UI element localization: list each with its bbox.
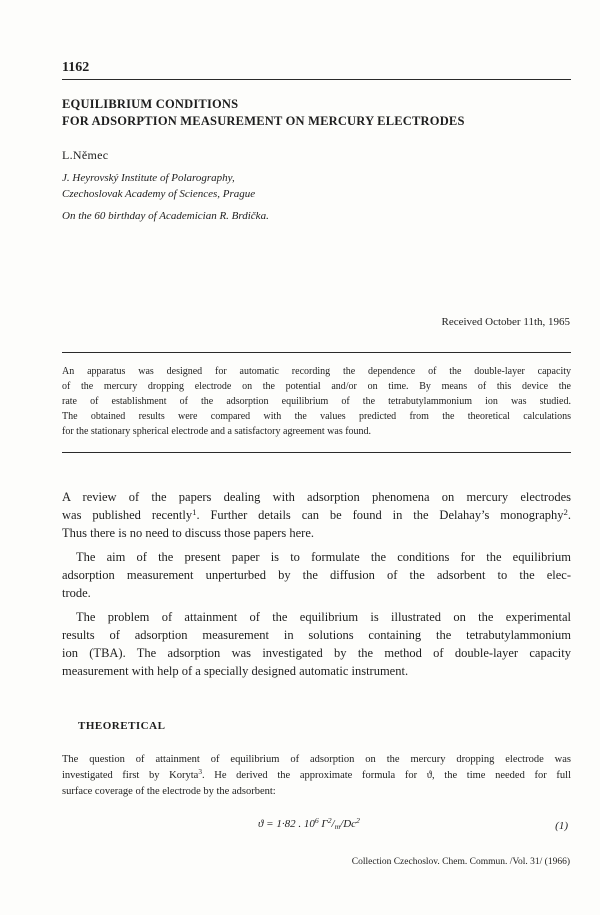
problem-paragraph	[62, 608, 571, 680]
affiliation	[62, 170, 255, 202]
intro-paragraph	[62, 488, 571, 542]
abstract-bottom-rule	[62, 452, 571, 453]
aim-line: The aim of the present paper is to formulate the conditions for the equilibrium	[76, 550, 571, 564]
theory-line-2: investigated first by Koryta$^3$. He derived the approximate formula for ϑ, the time needed for full	[62, 767, 571, 781]
title-line-2: FOR ADSORPTION MEASUREMENT ON MERCURY ELECTRODES	[62, 114, 465, 128]
intro-line-1: A review of the papers dealing with adsorption phenomena on mercury electrodes	[62, 490, 571, 504]
header-rule	[62, 79, 571, 80]
reference-1: 1	[192, 507, 197, 517]
journal-footer: Collection Czechoslov. Chem. Commun. /Vol. 31/ (1966)	[351, 857, 570, 867]
abstract-top-rule	[62, 352, 571, 353]
abstract	[62, 364, 571, 439]
problem-line: The problem of attainment of the equilibrium is illustrated on the experimental	[76, 610, 571, 624]
intro-line-3: Thus there is no need to discuss those papers here.	[62, 526, 315, 540]
reference-2: 2	[563, 507, 568, 517]
affiliation-line-2: Czechoslovak Academy of Sciences, Prague	[62, 188, 256, 200]
equation-number: (1)	[555, 820, 568, 832]
aim-line: trode.	[62, 586, 91, 600]
intro-line-2: was published recently$^1$. Further details can be found in the Delahay’s monography$^2$.	[62, 507, 571, 522]
abstract-line: rate of establishment of the adsorption equilibrium of the tetrabutylammonium ion was studied.	[62, 396, 571, 407]
problem-line: measurement with help of a specially designed automatic instrument.	[62, 664, 409, 678]
theory-line-3: surface coverage of the electrode by the adsorbent:	[62, 786, 276, 797]
title-line-1: EQUILIBRIUM CONDITIONS	[62, 97, 239, 111]
abstract-line: of the mercury dropping electrode on the potential and/or on time. By means of this device the	[62, 381, 571, 392]
aim-paragraph	[62, 548, 571, 602]
article-title	[62, 96, 465, 130]
received-date: Received October 11th, 1965	[441, 316, 570, 328]
theory-paragraph	[62, 752, 571, 800]
reference-3: 3	[198, 767, 202, 776]
author-name: L.Němec	[62, 148, 109, 162]
section-heading: THEORETICAL	[78, 720, 166, 732]
aim-line: adsorption measurement unperturbed by the diffusion of the adsorbent to the elec-	[62, 568, 571, 582]
dedication: On the 60 birthday of Academician R. Brdička.	[62, 210, 269, 222]
equation: ϑ = 1·82 . $10^6$ $\Gamma^2/_m/Dc^2$	[258, 816, 360, 831]
abstract-line: for the stationary spherical electrode and a satisfactory agreement was found.	[62, 426, 372, 437]
affiliation-line-1: J. Heyrovský Institute of Polarography,	[62, 172, 235, 184]
theory-line-1: The question of attainment of equilibrium of adsorption on the mercury dropping electrode was	[62, 754, 571, 765]
problem-line: results of adsorption measurement in solutions containing the tetrabutylammonium	[62, 628, 571, 642]
page-number: 1162	[62, 60, 90, 75]
abstract-line: An apparatus was designed for automatic recording the dependence of the double-layer capacity	[62, 366, 571, 377]
problem-line: ion (TBA). The adsorption was investigated by the method of double-layer capacity	[62, 646, 571, 660]
abstract-line: The obtained results were compared with the values predicted from the theoretical calculations	[62, 411, 571, 422]
